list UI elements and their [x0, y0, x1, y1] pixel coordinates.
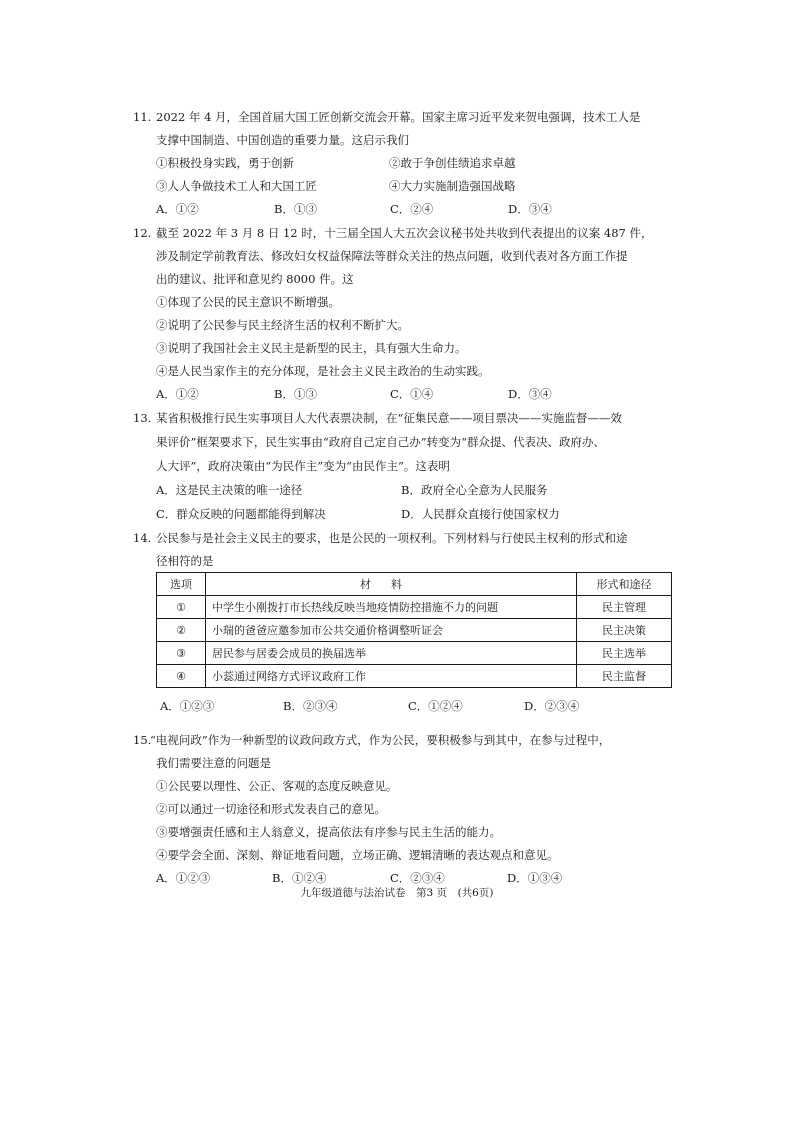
- table-row: [157, 642, 672, 665]
- table-cell-form: 民主监督: [577, 665, 672, 688]
- question-15-statement-4: ④要学会全面、深刻、辩证地看问题，立场正确、逻辑清晰的表达观点和意见。: [156, 848, 559, 862]
- question-14-material-table: [156, 572, 672, 688]
- question-14-option-d: D．②③④: [524, 699, 580, 713]
- question-11-number: 11.: [133, 110, 152, 124]
- question-11-stem-line-2: 支撑中国制造、中国创造的重要力量。这启示我们: [156, 133, 409, 147]
- table-header-form: 形式和途径: [577, 573, 672, 596]
- question-11-stem-line-1: 2022 年 4 月，全国首届大国工匠创新交流会开幕。国家主席习近平发来贺电强调，技术工人是: [156, 110, 641, 124]
- question-15-number: 15.: [133, 733, 152, 747]
- question-11-statement-2: ②敢于争创佳绩追求卓越: [389, 156, 516, 170]
- question-11-statement-3: ③人人争做技术工人和大国工匠: [156, 179, 317, 193]
- table-cell-option: ①: [157, 596, 206, 619]
- question-15-statement-2: ②可以通过一切途径和形式发表自己的意见。: [156, 802, 386, 816]
- table-cell-form: 民主决策: [577, 619, 672, 642]
- table-cell-option: ④: [157, 665, 206, 688]
- question-11-option-d: D．③④: [508, 202, 552, 216]
- question-12-option-d: D．③④: [508, 387, 552, 401]
- question-11-statement-4: ④大力实施制造强国战略: [389, 179, 516, 193]
- table-row: [157, 619, 672, 642]
- question-13-option-a: A．这是民主决策的唯一途径: [156, 483, 303, 497]
- question-12-statement-1: ①体现了公民的民主意识不断增强。: [156, 295, 340, 309]
- question-13-number: 13.: [133, 411, 152, 425]
- table-cell-material: 小瑞的爸爸应邀参加市公共交通价格调整听证会: [206, 619, 577, 642]
- question-15-statement-3: ③要增强责任感和主人翁意义，提高依法有序参与民主生活的能力。: [156, 825, 501, 839]
- table-cell-option: ②: [157, 619, 206, 642]
- question-12-stem-line-3: 出的建议、批评和意见约 8000 件。这: [156, 272, 354, 286]
- question-15-option-d: D．①③④: [507, 871, 563, 885]
- question-14-option-b: B．②③④: [283, 699, 338, 713]
- question-11-statement-1: ①积极投身实践，勇于创新: [156, 156, 294, 170]
- question-12-option-b: B．①③: [274, 387, 317, 401]
- question-15-option-a: A．①②③: [156, 871, 211, 885]
- question-13-stem-line-3: 人大评”，政府决策由“为民作主”变为“由民作主”。这表明: [156, 459, 450, 473]
- question-15-option-c: C．②③④: [390, 871, 445, 885]
- question-12-statement-4: ④是人民当家作主的充分体现，是社会主义民主政治的生动实践。: [156, 364, 490, 378]
- question-14-option-a: A．①②③: [160, 699, 215, 713]
- question-12-option-c: C．①④: [390, 387, 434, 401]
- question-15-option-b: B．①②④: [272, 871, 327, 885]
- question-14-option-c: C．①②④: [408, 699, 463, 713]
- question-14-stem-line-2: 径相符的是: [156, 554, 214, 568]
- table-header-option: 选项: [157, 573, 206, 596]
- question-13-option-c: C．群众反映的问题都能得到解决: [156, 507, 326, 521]
- table-cell-material: 居民参与居委会成员的换届选举: [206, 642, 577, 665]
- table-header-row: [157, 573, 672, 596]
- table-row: [157, 665, 672, 688]
- question-14-stem-line-1: 公民参与是社会主义民主的要求，也是公民的一项权利。下列材料与行使民主权利的形式和途: [156, 531, 628, 545]
- question-13-stem-line-1: 某省积极推行民生实事项目人大代表票决制，在“征集民意——项目票决——实施监督——效: [156, 411, 622, 425]
- question-12-statement-3: ③说明了我国社会主义民主是新型的民主，具有强大生命力。: [156, 341, 467, 355]
- table-cell-material: 中学生小刚拨打市长热线反映当地疫情防控措施不力的问题: [206, 596, 577, 619]
- question-15-stem-line-1: “电视问政”作为一种新型的议政问政方式，作为公民，要积极参与到其中，在参与过程中，: [150, 733, 611, 747]
- question-11-option-b: B．①③: [274, 202, 317, 216]
- table-cell-material: 小蕊通过网络方式评议政府工作: [206, 665, 577, 688]
- question-12-option-a: A．①②: [156, 387, 199, 401]
- question-11-option-a: A．①②: [156, 202, 199, 216]
- question-13-option-d: D．人民群众直接行使国家权力: [401, 507, 560, 521]
- table-cell-form: 民主管理: [577, 596, 672, 619]
- question-15-stem-line-2: 我们需要注意的问题是: [156, 756, 271, 770]
- question-12-statement-2: ②说明了公民参与民主经济生活的权利不断扩大。: [156, 318, 409, 332]
- table-cell-option: ③: [157, 642, 206, 665]
- question-12-number: 12.: [133, 226, 152, 240]
- table-cell-form: 民主选举: [577, 642, 672, 665]
- question-15-statement-1: ①公民要以理性、公正、客观的态度反映意见。: [156, 779, 398, 793]
- question-13-option-b: B．政府全心全意为人民服务: [401, 483, 548, 497]
- table-row: [157, 596, 672, 619]
- question-14-number: 14.: [133, 531, 152, 545]
- question-11-option-c: C．②④: [390, 202, 434, 216]
- question-12-stem-line-2: 涉及制定学前教育法、修改妇女权益保障法等群众关注的热点问题，收到代表对各方面工作提: [156, 249, 628, 263]
- question-12-stem-line-1: 截至 2022 年 3 月 8 日 12 时，十三届全国人大五次会议秘书处共收到代表提出的议案 487 件，: [156, 226, 653, 240]
- table-header-material: 材料: [206, 573, 577, 596]
- question-13-stem-line-2: 果评价”框架要求下，民生实事由“政府自己定自己办”转变为“群众提、代表决、政府办、: [156, 435, 606, 449]
- page-footer: 九年级道德与法治试卷 第3 页 (共6页): [300, 887, 494, 899]
